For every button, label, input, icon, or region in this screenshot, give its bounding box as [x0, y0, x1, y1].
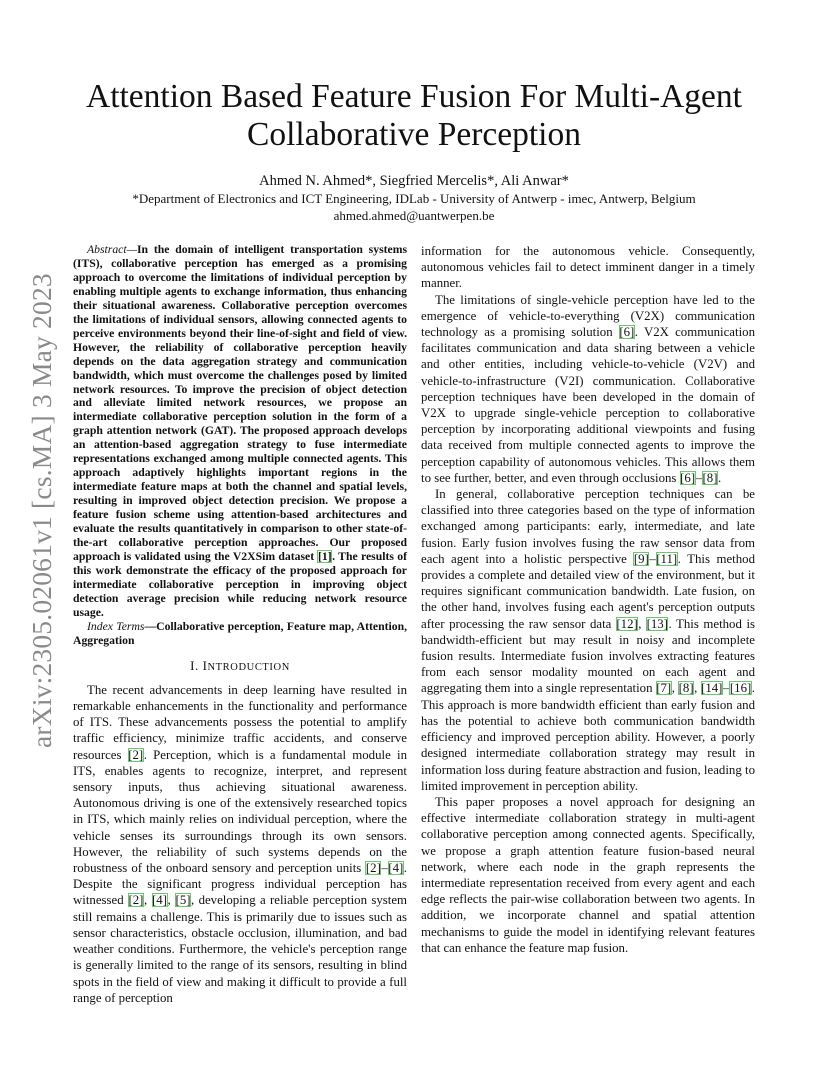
paragraph-text: – — [722, 681, 730, 696]
paragraph-text: The recent advancements in deep learning have resulted in remarkable enhancements in the functionality and performance of ITS. These advancements possess the potential to amplify traffic efficiency, minimize traffic accidents, and conserve resources — [73, 682, 407, 762]
paper-title: Attention Based Feature Fusion For Multi-Agent Collaborative Perception — [86, 78, 742, 153]
citation-link[interactable]: [8] — [702, 470, 718, 485]
citation-link[interactable]: [5] — [175, 893, 191, 908]
paragraph-text: In general, collaborative perception techniques can be classified into three categories based on the type of information exchanged among participants: early, intermediate, and late fusion. Early fusion involves fusing the raw sensor data from each agent into a holistic perspective — [421, 487, 755, 566]
paragraph-text: , — [167, 893, 176, 908]
paragraph-text: , — [671, 681, 679, 696]
paragraph-text: information for the autonomous vehicle. Consequently, autonomous vehicles fail to detect imminent danger in a timely manner. — [421, 244, 755, 291]
section-numeral: I. — [190, 658, 203, 673]
paragraph-text: . Despite the significant progress individual perception has witnessed — [73, 861, 407, 908]
paragraph-text: . This method is bandwidth-efficient but may result in noisy and incomplete fusion results. Intermediate fusion involves extracting features from each sensor modality mounted on each agent and aggregating them into a single representation — [421, 616, 756, 696]
right-column — [421, 243, 755, 956]
citation-link[interactable]: [8] — [678, 681, 694, 696]
body-paragraph — [421, 794, 755, 956]
index-terms-label: Index Terms — [87, 619, 145, 633]
abstract — [73, 243, 407, 620]
citation-link[interactable]: [9] — [633, 551, 649, 566]
citation-link[interactable]: [1] — [317, 549, 332, 563]
body-paragraph — [421, 292, 755, 486]
paragraph-text: , — [694, 681, 701, 696]
citation-link[interactable]: [6] — [619, 325, 635, 340]
paragraph-text: . — [718, 470, 722, 485]
paragraph-text: . This method provides a complete and detailed view of the environment, but it requires significant communication bandwidth. Late fusion, on the other hand, involves fusing each agent's perception outputs after processing the raw sensor data — [421, 551, 755, 631]
author-list: Ahmed N. Ahmed*, Siegfried Mercelis*, Ali Anwar* — [259, 173, 569, 189]
affiliation: *Department of Electronics and ICT Engineering, IDLab - University of Antwerp - imec, Antwerp, Belgium — [132, 191, 696, 206]
citation-link[interactable]: [2] — [365, 861, 381, 876]
section-heading-introduction — [73, 658, 407, 676]
section-title-rest: NTRODUCTION — [207, 661, 290, 673]
index-terms — [73, 620, 407, 648]
citation-link[interactable]: [2] — [128, 893, 144, 908]
abstract-label: Abstract— — [87, 243, 137, 256]
body-paragraph — [73, 682, 407, 1006]
author-email[interactable]: ahmed.ahmed@uantwerpen.be — [333, 208, 495, 223]
citation-link[interactable]: [7] — [656, 681, 672, 696]
paragraph-text: , — [638, 616, 647, 631]
citation-link[interactable]: [2] — [128, 747, 144, 762]
paragraph-text: . This approach is more bandwidth efficient than early fusion and has the potential to achieve both communication bandwidth efficiency and improved perception ability. However, a poorly designed intermediate collaboration strategy may result in information loss during feature abstraction and fusion, leading to limited improvement in perception ability. — [421, 681, 756, 793]
paragraph-text: – — [381, 861, 388, 876]
left-column — [73, 243, 407, 1006]
citation-link[interactable]: [14] — [701, 681, 723, 696]
introduction-body-left — [73, 682, 407, 1006]
citation-link[interactable]: [16] — [729, 681, 752, 696]
citation-link[interactable]: [4] — [388, 861, 404, 876]
abstract-text: In the domain of intelligent transportation systems (ITS), collaborative perception has emerged as a promising approach to overcome the limitations of individual perception by enabling multiple agents to exchange information, thus enhancing their situational awareness. Collaborative perception overcomes the limitations of individual sensors, allowing connected agents to perceive environments beyond their line-of-sight and field of view. However, the reliability of collaborative perception heavily depends on the data aggregation strategy and communication bandwidth, which must overcome the challenges posed by limited network resources. To improve the precision of object detection and alleviate limited network resources, we propose an intermediate collaborative perception solution in the form of a graph attention network (GAT). The proposed approach develops an attention-based aggregation strategy to fuse intermediate representations exchanged among multiple connected agents. This approach adaptively highlights important regions in the intermediate feature maps at both the channel and spatial levels, resulting in improved object detection precision. We propose a feature fusion scheme using attention-based architectures and evaluate the results quantitatively in comparison to other state-of-the-art collaborative perception approaches. Our proposed approach is validated using the V2XSim dataset — [73, 243, 407, 563]
paragraph-text: , developing a reliable perception system still remains a challenge. This is primarily due to issues such as sensor characteristics, obstacle occlusion, illumination, and bad weather conditions. Furthermore, the vehicle's perception range is generally limited to the range of its sensors, resulting in blind spots in the field of view and making it difficult to provide a full range of perception — [73, 893, 408, 1005]
section-initial: I — [202, 658, 208, 673]
citation-link[interactable]: [6] — [680, 470, 696, 485]
arxiv-watermark — [18, 273, 58, 748]
body-paragraph — [421, 486, 755, 794]
arxiv-identifier: arXiv:2305.02061v1 [cs.MA] 3 May 2023 — [26, 273, 57, 748]
citation-link[interactable]: [4] — [152, 893, 167, 908]
paragraph-text: . Perception, which is a fundamental module in ITS, enables agents to recognize, interpret, and represent sensory inputs, thus achieving situational awareness. Autonomous driving is one of the extensively researched topics in ITS, which mainly relies on individual perception, where the vehicle senses its surroundings through its own sensors. However, the reliability of such systems depends on the robustness of the onboard sensory and perception units — [73, 747, 408, 876]
citation-link[interactable]: [11] — [656, 551, 678, 566]
body-paragraph — [421, 243, 755, 292]
paragraph-text: This paper proposes a novel approach for designing an effective intermediate collaboration strategy in multi-agent collaborative perception among connected agents. Specifically, we propose a graph attention feature fusion-based neural network, where each node in the graph represents the intermediate representation received from every agent and each edge reflects the pair-wise collaboration between two agents. In addition, we incorporate channel and spatial attention mechanisms to guide the model in identifying relevant features that can enhance the feature map fusion. — [421, 794, 755, 955]
paragraph-text: . V2X communication facilitates communication and data sharing between a vehicle and other entities, including vehicle-to-vehicle (V2V) and vehicle-to-infrastructure (V2I) communication. Collaborative perception techniques have been developed in the domain of V2X to upgrade single-vehicle perception to collaborative perception by incorporating additional viewpoints and fusing data received from multiple connected agents to improve the perception capability of autonomous vehicles. This allows them to see further, better, and even through occlusions — [421, 325, 755, 485]
citation-link[interactable]: [12] — [616, 616, 638, 631]
index-terms-text: —Collaborative perception, Feature map, Attention, Aggregation — [73, 619, 408, 647]
introduction-body-right — [421, 243, 755, 956]
paragraph-text: – — [649, 551, 656, 566]
paragraph-text: , — [143, 893, 152, 908]
paragraph-text: – — [695, 470, 703, 485]
abstract-text-end: . The results of this work demonstrate the efficacy of the proposed approach for intermediate collaborative perception in improving object detection average precision while reducing network resource usage. — [73, 549, 407, 619]
paragraph-text: The limitations of single-vehicle perception have led to the emergence of vehicle-to-everything (V2X) communication technology as a promising solution — [421, 292, 755, 340]
citation-link[interactable]: [13] — [646, 616, 668, 631]
